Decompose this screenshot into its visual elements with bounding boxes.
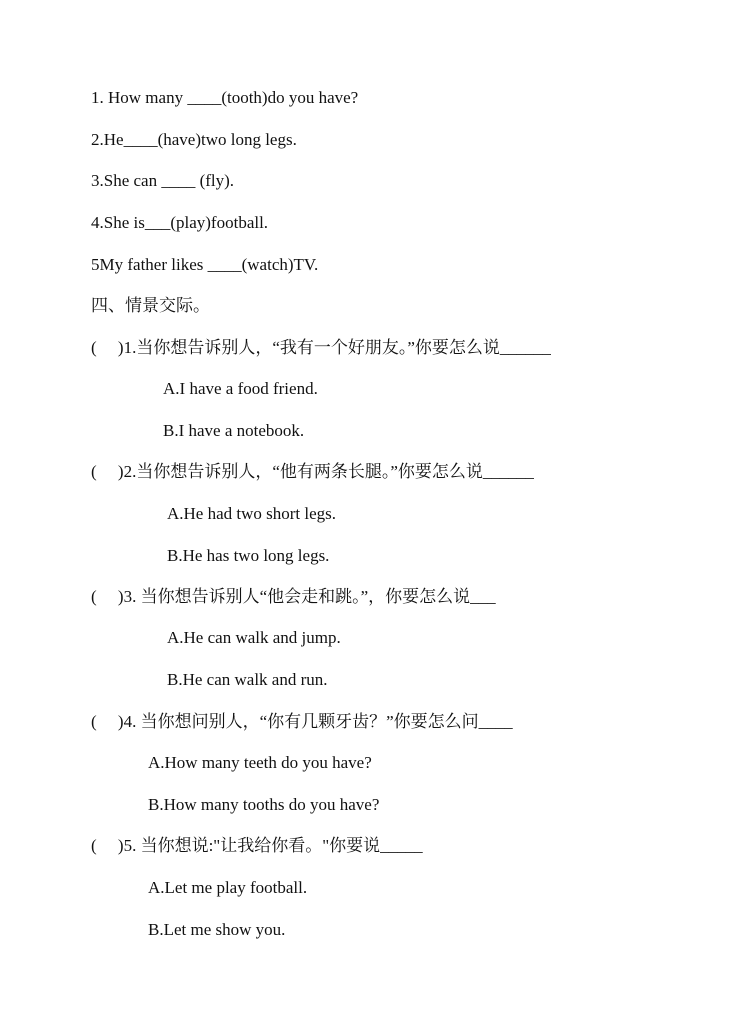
question-5-option-a: A.Let me play football. xyxy=(148,878,308,897)
question-3-option-b: B.He can walk and run. xyxy=(167,670,328,689)
fill-in-item-5: 5My father likes ____(watch)TV. xyxy=(91,255,319,274)
question-3-prompt: ( )3. 当你想告诉别人“他会走和跳。”，你要怎么说___ xyxy=(91,587,496,606)
fill-in-item-4: 4.She is___(play)football. xyxy=(91,213,269,232)
question-4-option-a: A.How many teeth do you have? xyxy=(148,753,372,772)
question-2-option-b: B.He has two long legs. xyxy=(167,546,330,565)
question-3-option-a: A.He can walk and jump. xyxy=(167,628,341,647)
question-5-prompt: ( )5. 当你想说:"让我给你看。"你要说_____ xyxy=(91,836,423,855)
fill-in-item-1: 1. How many ____(tooth)do you have? xyxy=(91,88,359,107)
question-4-option-b: B.How many tooths do you have? xyxy=(148,795,380,814)
question-1-option-a: A.I have a food friend. xyxy=(163,379,318,398)
question-2-prompt: ( )2.当你想告诉别人，“他有两条长腿。”你要怎么说______ xyxy=(91,462,534,481)
question-1-option-b: B.I have a notebook. xyxy=(163,421,305,440)
fill-in-item-2: 2.He____(have)two long legs. xyxy=(91,130,297,149)
question-5-option-b: B.Let me show you. xyxy=(148,920,286,939)
question-2-option-a: A.He had two short legs. xyxy=(167,504,337,523)
question-4-prompt: ( )4. 当你想问别人，“你有几颗牙齿？”你要怎么问____ xyxy=(91,712,513,731)
fill-in-item-3: 3.She can ____ (fly). xyxy=(91,171,235,190)
section-heading: 四、情景交际。 xyxy=(91,296,210,315)
question-1-prompt: ( )1.当你想告诉别人，“我有一个好朋友。”你要怎么说______ xyxy=(91,338,551,357)
